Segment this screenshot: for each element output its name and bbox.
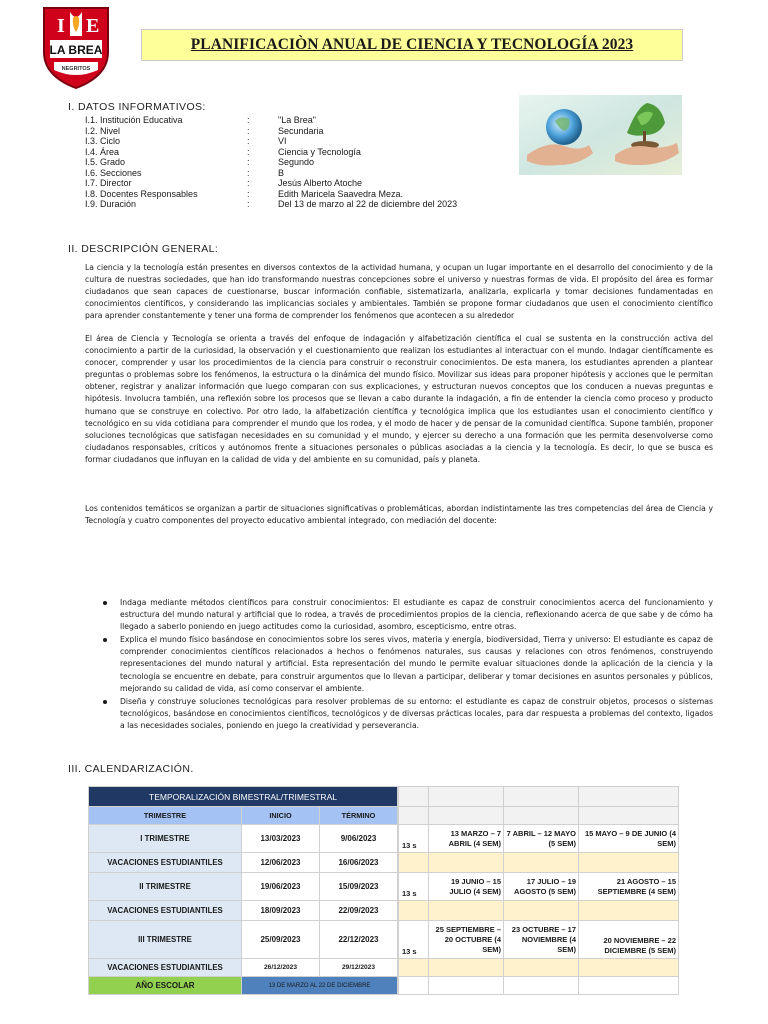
start-date: 12/06/2023 <box>242 853 320 873</box>
end-date: 15/09/2023 <box>320 873 398 901</box>
info-value: Edith Maricela Saavedra Meza. <box>278 188 404 199</box>
info-value: Segundo <box>278 157 315 167</box>
table-row <box>89 901 679 921</box>
list-item-text: Explica el mundo físico basándose en conocimientos sobre los seres vivos, materia y energía, biodiversidad, Tierra y universo: El estudiante es capaz de comprender conocimientos científicos relacionados a hechos o fenómenos naturales, sus causas y relaciones con otros fenómenos, construyendo representaciones del mundo natural y artificial. Esta representación del mundo le permite evaluar situaciones donde la aplicación de la ciencia y la tecnología se encuentre en debate, para construir argumentos que lo llevan a participar, deliberar y tomar decisiones en asuntos personales y públicos, mejorando su calidad de vida, así como conservar el ambiente. <box>120 635 713 693</box>
paragraph: Los contenidos temáticos se organizan a partir de situaciones significativas o problemáticas, abordan indistintamente las tres competencias del área de Ciencia y Tecnología y cuatro componentes del proyecto educativo ambiental integrado, con mediación del docente: <box>85 504 713 526</box>
list-item-text: Indaga mediante métodos científicos para construir conocimientos: El estudiante es capaz de construir conocimientos acerca del funcionamiento y estructura del mundo natural y artificial que lo rodea, a través de procedimientos propios de la ciencia, reflexionando acerca de que sabe y de cómo ha llegado a saberlo poniendo en juego actitudes como la curiosidad, asombro, escepticismo, entre otras. <box>120 598 713 632</box>
row-label: I TRIMESTRE <box>89 825 242 853</box>
start-date: 26/12/2023 <box>242 959 320 977</box>
info-label: I.9. Duración <box>85 199 137 209</box>
paragraph: El área de Ciencia y Tecnología se orienta a través del enfoque de indagación y alfabetización científica el cual se sustenta en la construcción activa del conocimiento a partir de la curiosidad, la observación y el cuestionamiento que realizan los estudiantes al interactuar con el mundo. Indagar científicamente es conocer, comprender y usar los procedimientos de la ciencia para construir o reconstruir conocimientos. De esta manera, los estudiantes aprenden a plantear preguntas o problemas sobre los fenómenos, la estructura o la dinámica del mundo físico. Movilizar sus ideas para proponer hipótesis y acciones que le permitan obtener, registrar y analizar información que luego comparan con sus explicaciones, y estructuran nuevos conceptos que los conducen a nuevas preguntas e hipótesis. Involucra también, una reflexión sobre los procesos que se llevan a cabo durante la indagación, a fin de entender la ciencia como proceso y producto humano que se construye en colectivo. Por otro lado, la alfabetización científica y tecnológica implica que los estudiantes usan el conocimiento científico y tecnológico en su vida cotidiana para comprender el mundo que los rodea, y el modo de hacer y de pensar de la comunidad científica. Supone también, proponer soluciones tecnológicas que satisfagan necesidades en su comunidad y el mundo, y ejercer su derecho a una formación que les permita desenvolverse como ciudadanos responsables, críticos y autónomos frente a situaciones personales o públicas asociadas a la ciencia y la tecnología. Es decir, lo que se busca es formar ciudadanos que influyan en la calidad de vida y del ambiente en su comunidad, país y planeta. <box>85 334 713 464</box>
list-item <box>85 696 713 732</box>
info-value: B <box>278 167 285 178</box>
section-heading-descripcion: II. DESCRIPCIÓN GENERAL: <box>68 243 219 255</box>
info-value: Jesús Alberto Atoche <box>278 178 363 188</box>
info-row <box>85 168 457 179</box>
table-row <box>89 873 679 901</box>
info-colon: : <box>247 146 250 157</box>
period-cell: 7 ABRIL – 12 MAYO (5 SEM) <box>504 825 579 853</box>
table-row <box>89 977 679 995</box>
section-heading-datos: I. DATOS INFORMATIVOS: <box>68 101 206 113</box>
school-year-range: 13 DE MARZO AL 22 DE DICIEMBRE <box>242 977 398 995</box>
period-cell: 19 JUNIO – 15 JULIO (4 SEM) <box>429 873 504 901</box>
list-item <box>85 634 713 694</box>
row-label: II TRIMESTRE <box>89 873 242 901</box>
period-cell: 13 MARZO – 7 ABRIL (4 SEM) <box>429 825 504 853</box>
row-label: AÑO ESCOLAR <box>89 977 242 995</box>
info-row <box>85 157 457 168</box>
end-date: 22/12/2023 <box>320 921 398 959</box>
info-colon: : <box>247 178 250 188</box>
info-colon: : <box>247 167 250 178</box>
info-value: "La Brea" <box>278 115 316 125</box>
list-item <box>85 597 713 633</box>
period-cell: 23 OCTUBRE – 17 NOVIEMBRE (4 SEM) <box>504 921 579 959</box>
info-label: I.5. Grado <box>85 157 126 167</box>
end-date: 16/06/2023 <box>320 853 398 873</box>
paragraph: La ciencia y la tecnología están presentes en diversos contextos de la actividad humana, y ocupan un lugar importante en el desarrollo del conocimiento y de la cultura de nuestras sociedades, que han ido transformando nuestras concepciones sobre el universo y nuestras formas de vida. El propósito del área es formar ciudadanos que sean capaces de cuestionarse, buscar información confiable, sistematizarla, analizarla, explicarla y tomar decisiones fundamentadas en conocimientos científicos, y considerando las implicancias sociales y ambientales. También se propone formar ciudadanos que usen el conocimiento científico para aprender constantemente y tener una forma de comprender los fenómenos que acontecen a su alrededor <box>85 263 713 321</box>
period-cell: 20 NOVIEMBRE – 22 DICIEMBRE (5 SEM) <box>579 921 679 959</box>
logo-subtitle: NEGRITOS <box>61 66 91 72</box>
info-label: I.7. Director <box>85 178 132 188</box>
weeks-count: 13 s <box>399 873 429 901</box>
table-row <box>89 825 679 853</box>
earth-hands-image <box>519 95 682 175</box>
table-title: TEMPORALIZACIÓN BIMESTRAL/TRIMESTRAL <box>89 787 398 807</box>
table-row <box>89 921 679 959</box>
end-date: 9/06/2023 <box>320 825 398 853</box>
info-value: Del 13 de marzo al 22 de diciembre del 2023 <box>278 199 458 209</box>
table-row <box>89 807 679 825</box>
info-row <box>85 199 457 210</box>
info-label: I.2. Nivel <box>85 125 121 136</box>
competency-list <box>85 597 713 733</box>
calendar-table <box>88 786 679 995</box>
bullet-icon <box>103 601 107 605</box>
logo-letter-i: I <box>57 15 65 37</box>
info-label: I.8. Docentes Responsables <box>85 188 198 199</box>
list-item-text: Diseña y construye soluciones tecnológicas para resolver problemas de su entorno: el estudiante es capaz de construir objetos, procesos o sistemas tecnológicos, basándose en conocimientos científicos, tecnológicos y de diversas prácticas locales, para dar respuesta a problemas del contexto, ligados a las necesidades sociales, poniendo en juego la creatividad y perseverancia. <box>120 696 713 730</box>
table-row <box>89 787 679 807</box>
start-date: 19/06/2023 <box>242 873 320 901</box>
column-header-trimestre: TRIMESTRE <box>89 807 242 825</box>
info-row <box>85 126 457 137</box>
start-date: 18/09/2023 <box>242 901 320 921</box>
period-cell: 15 MAYO – 9 DE JUNIO (4 SEM) <box>579 825 679 853</box>
table-row <box>89 853 679 873</box>
logo-letter-e: E <box>86 15 100 37</box>
bullet-icon <box>103 700 107 704</box>
info-list <box>85 115 457 210</box>
end-date: 29/12/2023 <box>320 959 398 977</box>
logo-name: LA BREA <box>49 43 103 57</box>
info-row <box>85 136 457 147</box>
info-label: I.1. Institución Educativa <box>85 115 183 125</box>
info-value: Ciencia y Tecnología <box>278 146 361 157</box>
column-header-termino: TÉRMINO <box>320 807 398 825</box>
info-colon: : <box>247 115 250 125</box>
info-colon: : <box>247 136 250 146</box>
title-banner <box>141 29 683 61</box>
period-cell: 25 SEPTIEMBRE – 20 OCTUBRE (4 SEM) <box>429 921 504 959</box>
weeks-count: 13 s <box>399 921 429 959</box>
school-logo <box>40 6 112 90</box>
info-value: Secundaria <box>278 125 324 136</box>
info-row <box>85 115 457 126</box>
row-label: VACACIONES ESTUDIANTILES <box>89 959 242 977</box>
info-colon: : <box>247 157 250 167</box>
row-label: VACACIONES ESTUDIANTILES <box>89 853 242 873</box>
bullet-icon <box>103 638 107 642</box>
info-row <box>85 189 457 200</box>
info-colon: : <box>247 188 250 199</box>
info-row <box>85 147 457 158</box>
page-title: PLANIFICACIÒN ANUAL DE CIENCIA Y TECNOLOGÍA 2023 <box>190 36 634 53</box>
weeks-count: 13 s <box>399 825 429 853</box>
info-colon: : <box>247 199 250 209</box>
section-heading-calendarizacion: III. CALENDARIZACIÓN. <box>68 763 194 775</box>
info-value: VI <box>278 136 287 146</box>
row-label: III TRIMESTRE <box>89 921 242 959</box>
start-date: 13/03/2023 <box>242 825 320 853</box>
info-label: I.4. Área <box>85 146 120 157</box>
start-date: 25/09/2023 <box>242 921 320 959</box>
table-row <box>89 959 679 977</box>
row-label: VACACIONES ESTUDIANTILES <box>89 901 242 921</box>
info-label: I.6. Secciones <box>85 167 142 178</box>
info-row <box>85 178 457 189</box>
info-label: I.3. Ciclo <box>85 136 121 146</box>
info-colon: : <box>247 125 250 136</box>
period-cell: 17 JULIO – 19 AGOSTO (5 SEM) <box>504 873 579 901</box>
column-header-inicio: INICIO <box>242 807 320 825</box>
period-cell: 21 AGOSTO – 15 SEPTIEMBRE (4 SEM) <box>579 873 679 901</box>
end-date: 22/09/2023 <box>320 901 398 921</box>
